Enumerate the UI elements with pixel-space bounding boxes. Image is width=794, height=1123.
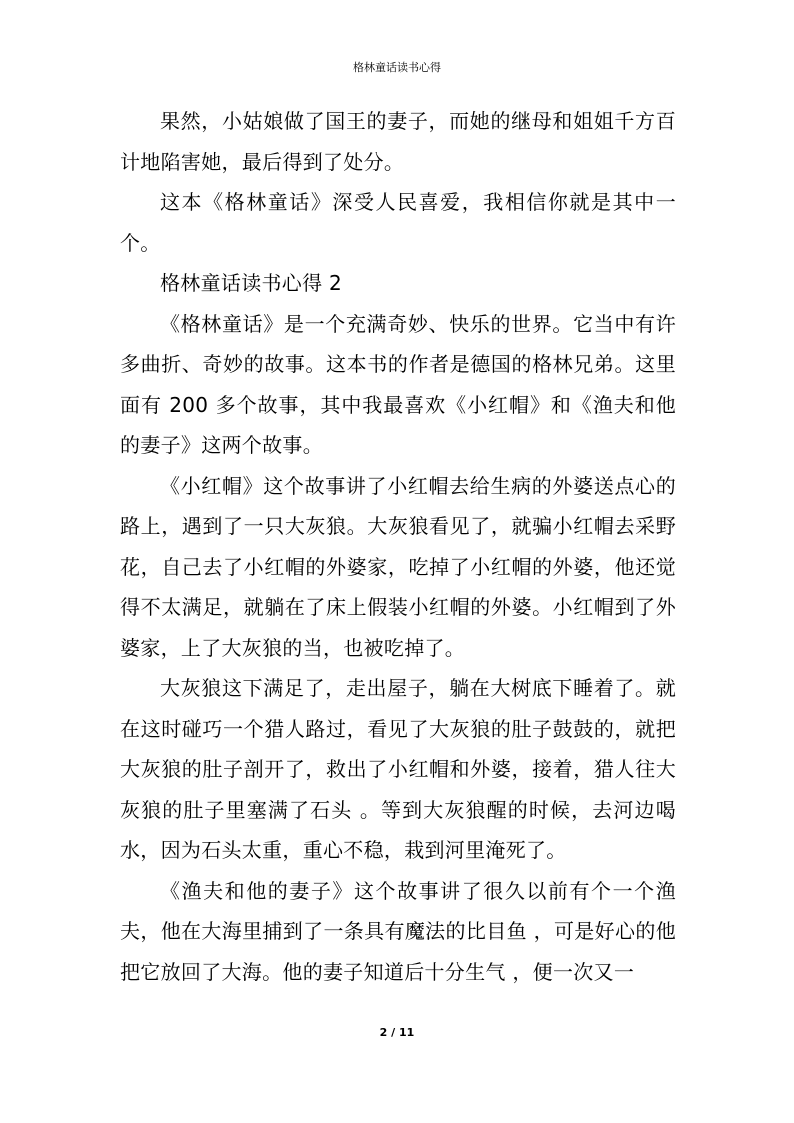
paragraph: 这本《格林童话》深受人民喜爱，我相信你就是其中一个。	[120, 190, 676, 255]
section-heading: 格林童话读书心得 2	[160, 271, 343, 295]
page-number: 2 / 11	[379, 1026, 415, 1039]
document-body	[120, 101, 676, 992]
paragraph: 《格林童话》是一个充满奇妙、快乐的世界。它当中有许多曲折、奇妙的故事。这本书的作者是德国的格林兄弟。这里面有 200 多个故事，其中我最喜欢《小红帽》和《渔夫和他的妻子》这两个故事。	[120, 311, 676, 457]
paragraph: 《小红帽》这个故事讲了小红帽去给生病的外婆送点心的路上，遇到了一只大灰狼。大灰狼看见了，就骗小红帽去采野花，自己去了小红帽的外婆家，吃掉了小红帽的外婆，他还觉得不太满足，就躺在了床上假装小红帽的外婆。小红帽到了外婆家，上了大灰狼的当，也被吃掉了。	[120, 473, 676, 660]
paragraph: 《渔夫和他的妻子》这个故事讲了很久以前有个一个渔夫，他在大海里捕到了一条具有魔法的比目鱼 ，可是好心的他把它放回了大海。他的妻子知道后十分生气 ，便一次又一	[120, 878, 676, 984]
page-header: 格林童话读书心得	[353, 61, 441, 74]
paragraph: 大灰狼这下满足了，走出屋子，躺在大树底下睡着了。就在这时碰巧一个猎人路过，看见了大灰狼的肚子鼓鼓的，就把大灰狼的肚子剖开了，救出了小红帽和外婆，接着，猎人往大灰狼的肚子里塞满了石头 。等到大灰狼醒的时候，去河边喝水，因为石头太重，重心不稳，栽到河里淹死了。	[120, 676, 676, 862]
paragraph: 果然，小姑娘做了国王的妻子，而她的继母和姐姐千方百计地陷害她，最后得到了处分。	[120, 109, 676, 174]
